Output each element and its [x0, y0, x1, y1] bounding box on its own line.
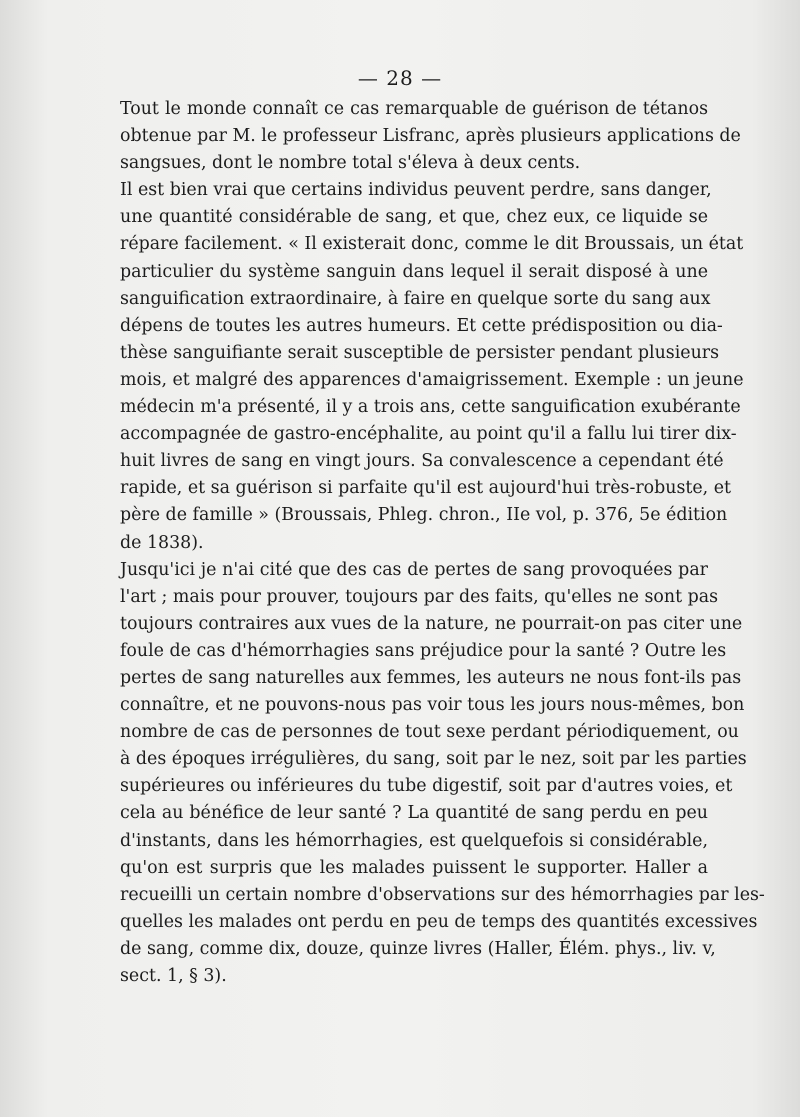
- paragraph-2: [108, 177, 744, 556]
- text-line: médecin m'a présenté, il y a trois ans, cette sanguification exubérante: [120, 397, 741, 418]
- text-line: qu'on est surpris que les malades puissent le supporter. Haller a: [120, 857, 708, 878]
- text-line: huit livres de sang en vingt jours. Sa convalescence a cependant été: [120, 451, 724, 472]
- body-text: [108, 96, 765, 990]
- text-line: cela au bénéfice de leur santé ? La quantité de sang perdu en peu: [120, 803, 708, 824]
- text-line: mois, et malgré des apparences d'amaigrissement. Exemple : un jeune: [120, 369, 744, 390]
- text-line: d'instants, dans les hémorrhagies, est quelquefois si considérable,: [120, 830, 708, 851]
- text-line: recueilli un certain nombre d'observations sur des hémorrhagies par les-: [120, 884, 765, 905]
- text-line: connaître, et ne pouvons-nous pas voir tous les jours nous-mêmes, bon: [120, 695, 745, 716]
- text-line: dépens de toutes les autres humeurs. Et cette prédisposition ou dia-: [120, 315, 723, 336]
- paragraph-3: [108, 557, 765, 991]
- text-line: nombre de cas de personnes de tout sexe perdant périodiquement, ou: [120, 722, 739, 743]
- text-line: quelles les malades ont perdu en peu de temps des quantités excessives: [120, 911, 758, 932]
- text-line: Jusqu'ici je n'ai cité que des cas de pertes de sang provoquées par: [120, 559, 708, 580]
- text-line: Tout le monde connaît ce cas remarquable de guérison de tétanos: [120, 99, 708, 119]
- text-line: Il est bien vrai que certains individus peuvent perdre, sans danger,: [120, 180, 712, 201]
- text-line: sangsues, dont le nombre total s'éleva à deux cents.: [120, 153, 581, 174]
- text-line: thèse sanguifiante serait susceptible de persister pendant plusieurs: [120, 342, 720, 363]
- text-line: l'art ; mais pour prouver, toujours par des faits, qu'elles ne sont pas: [120, 586, 719, 607]
- text-line: supérieures ou inférieures du tube digestif, soit par d'autres voies, et: [120, 776, 733, 797]
- text-line: de sang, comme dix, douze, quinze livres (Haller, Élém. phys., liv. v,: [120, 938, 716, 959]
- text-line: de 1838).: [120, 532, 204, 553]
- text-line: sect. 1, § 3).: [120, 966, 227, 986]
- paragraph-1: [108, 96, 741, 177]
- text-line: répare facilement. « Il existerait donc, comme le dit Broussais, un état: [120, 234, 744, 255]
- text-line: obtenue par M. le professeur Lisfranc, après plusieurs applications de: [120, 126, 741, 147]
- text-line: accompagnée de gastro-encéphalite, au point qu'il a fallu lui tirer dix-: [120, 424, 737, 445]
- text-line: une quantité considérable de sang, et que, chez eux, ce liquide se: [120, 207, 708, 228]
- text-line: père de famille » (Broussais, Phleg. chron., IIe vol, p. 376, 5e édition: [120, 505, 728, 526]
- page-number: — 28 —: [357, 66, 443, 90]
- text-line: toujours contraires aux vues de la nature, ne pourrait-on pas citer une: [120, 613, 743, 634]
- text-line: à des époques irrégulières, du sang, soit par le nez, soit par les parties: [120, 749, 747, 770]
- text-line: foule de cas d'hémorrhagies sans préjudice pour la santé ? Outre les: [120, 640, 727, 661]
- text-line: particulier du système sanguin dans lequel il serait disposé à une: [120, 261, 708, 282]
- text-line: rapide, et sa guérison si parfaite qu'il est aujourd'hui très-robuste, et: [120, 478, 732, 499]
- text-line: pertes de sang naturelles aux femmes, les auteurs ne nous font-ils pas: [120, 667, 742, 688]
- text-line: sanguification extraordinaire, à faire en quelque sorte du sang aux: [120, 288, 711, 309]
